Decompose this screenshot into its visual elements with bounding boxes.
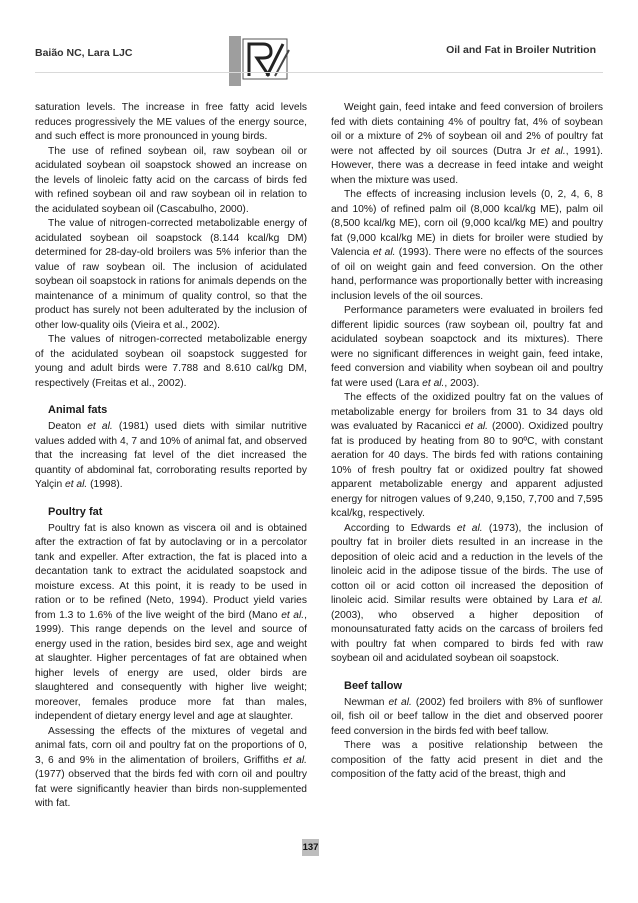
paragraph: There was a positive relationship between the composition of the fatty acid present in diet and the composition of the fatty acid of the breast, thigh and	[331, 740, 603, 780]
paragraph: The use of refined soybean oil, raw soybean oil or acidulated soybean oil soapstock showed an increase on the levels of linoleic fatty acid on the carcass of birds fed with refined soybean oil and raw soybean oil in relation to the acidulated soybean oil (Cascabulho, 2000).	[35, 145, 307, 215]
paragraph: Assessing the effects of the mixtures of vegetal and animal fats, corn oil and poultry fat on the proportions of 0, 3, 6 and 9% in the alimentation of broilers, Griffiths et al. (1977) observed that the birds fed with corn oil and poultry fat were significantly heavier than birds non-supplemented with fat.	[35, 725, 307, 809]
paragraph: The values of nitrogen-corrected metabolizable energy of the acidulated soybean oil soapstock suggested for young and adult birds were 7.788 and 8.610 cal/kg DM, respectively (Freitas et al., 2002).	[35, 334, 307, 389]
paragraph: According to Edwards et al. (1973), the inclusion of poultry fat in broiler diets resulted in an increase in the deposition of oleic acid and a reduction in the levels of the linoleic acid in the adipose tissue of the birds. The use of cotton oil or acid cotton oil increased the deposition of linoleic acid. Similar results were obtained by Lara et al. (2003), who observed a higher deposition of monounsaturated fatty acids on the carcass of broilers fed with poultry fat when compared to birds fed with raw soybean oil and acidulated soybean oil soapstock.	[331, 522, 603, 664]
journal-logo	[229, 36, 297, 86]
paragraph: Deaton et al. (1981) used diets with similar nutritive values added with 4, 7 and 10% of animal fat, and observed that the increasing fat level of the diet increased the quantity of abdominal fat, corroborating results reported by Yalçin et al. (1998).	[35, 421, 307, 490]
paragraph: The effects of increasing inclusion levels (0, 2, 4, 6, 8 and 10%) of refined palm oil (8,000 kcal/kg ME), palm oil (8,500 kcal/kg ME), corn oil (9,000 kcal/kg ME) and poultry fat (9,000 kcal/kg ME) in diets for broiler were studied by Valencia et al. (1993). There were no effects of the sources of oil on weight gain and feed conversion. On the other hand, performance was proportionally better with increasing inclusion levels of the oil sources.	[331, 189, 603, 302]
left-column	[35, 101, 307, 812]
paragraph: saturation levels. The increase in free fatty acid levels reduces progressively the ME values of the energy source, and such effect is more pronounced in young birds.	[35, 102, 307, 142]
paragraph: The effects of the oxidized poultry fat on the values of metabolizable energy for broilers from 31 to 34 days old was evaluated by Racanicci et al. (2000). Oxidized poultry fat is produced by heating from 80 to 90ºC, with constant aeration for 40 days. The birds fed with rations containing 10% of fresh poultry fat or oxidized poultry fat showed apparent metabolizable energy and apparent adjusted energy for nitrogen values of 9,240, 9,150, 7,700 and 7,595 kcal/kg, respectively.	[331, 392, 603, 519]
right-column	[331, 101, 603, 783]
section-heading-animal-fats: Animal fats	[48, 404, 108, 416]
header-title: Oil and Fat in Broiler Nutrition	[446, 44, 596, 56]
paragraph: Newman et al. (2002) fed broilers with 8% of sunflower oil, fish oil or beef tallow in the diet and observed poorer feed conversion in the birds fed with beef tallow.	[331, 696, 603, 737]
page-number: 137	[302, 839, 319, 856]
section-heading-beef-tallow: Beef tallow	[344, 679, 403, 692]
paragraph: Poultry fat is also known as viscera oil and is obtained after the extraction of fat by autoclaving or in a percolator tank and expeller. After extraction, the fat is placed into a decantation tank to extract the acidulated soapstock and moisture excess. At this point, it is ready to be used in ration or to be refined (Neto, 1994). Product yield varies from 1.3 to 1.6% of the live weight of the bird (Mano et al., 1999). This range depends on the level and source of energy used in the ration, besides bird sex, age and weight at slaughter. Higher percentages of fat are obtained when higher levels of energy are used, older birds are slaughtered and consequently with higher live weight; moreover, females produce more fat than males, independent of dietary energy level and age at slaughter.	[35, 522, 307, 722]
header-authors: Baião NC, Lara LJC	[35, 47, 133, 59]
paragraph: Weight gain, feed intake and feed conversion of broilers fed with diets containing 4% of poultry fat, 4% of soybean oil or a mixture of 2% of soybean oil and 2% of poultry fat were not affected by oil sources (Dutra Jr et al., 1991). However, there was a decrease in feed intake and weight when the mixture was used.	[331, 102, 603, 186]
paragraph: Performance parameters were evaluated in broilers fed different lipidic sources (raw soybean oil, poultry fat and acidulated soybean soapctock and its mixtures). There were no significant differences in weight gain, feed intake, feed conversion and viability when soybean oil and poultry fat were used (Lara et al., 2003).	[331, 305, 603, 389]
section-heading-poultry-fat: Poultry fat	[48, 505, 103, 518]
header-divider	[35, 72, 603, 73]
paragraph: The value of nitrogen-corrected metabolizable energy of acidulated soybean oil soapstock (8.144 kcal/kg DM) determined for 28-day-old broilers was 5% inferior than the value of raw soybean oil. The inclusion of acidulated soybean oil soapstock in rations for animals depends on the maintenance of a minimum of quality control, so that the product has surely not been adulterated by the inclusion of other low-quality oils (Vieira et al., 2002).	[35, 218, 307, 331]
